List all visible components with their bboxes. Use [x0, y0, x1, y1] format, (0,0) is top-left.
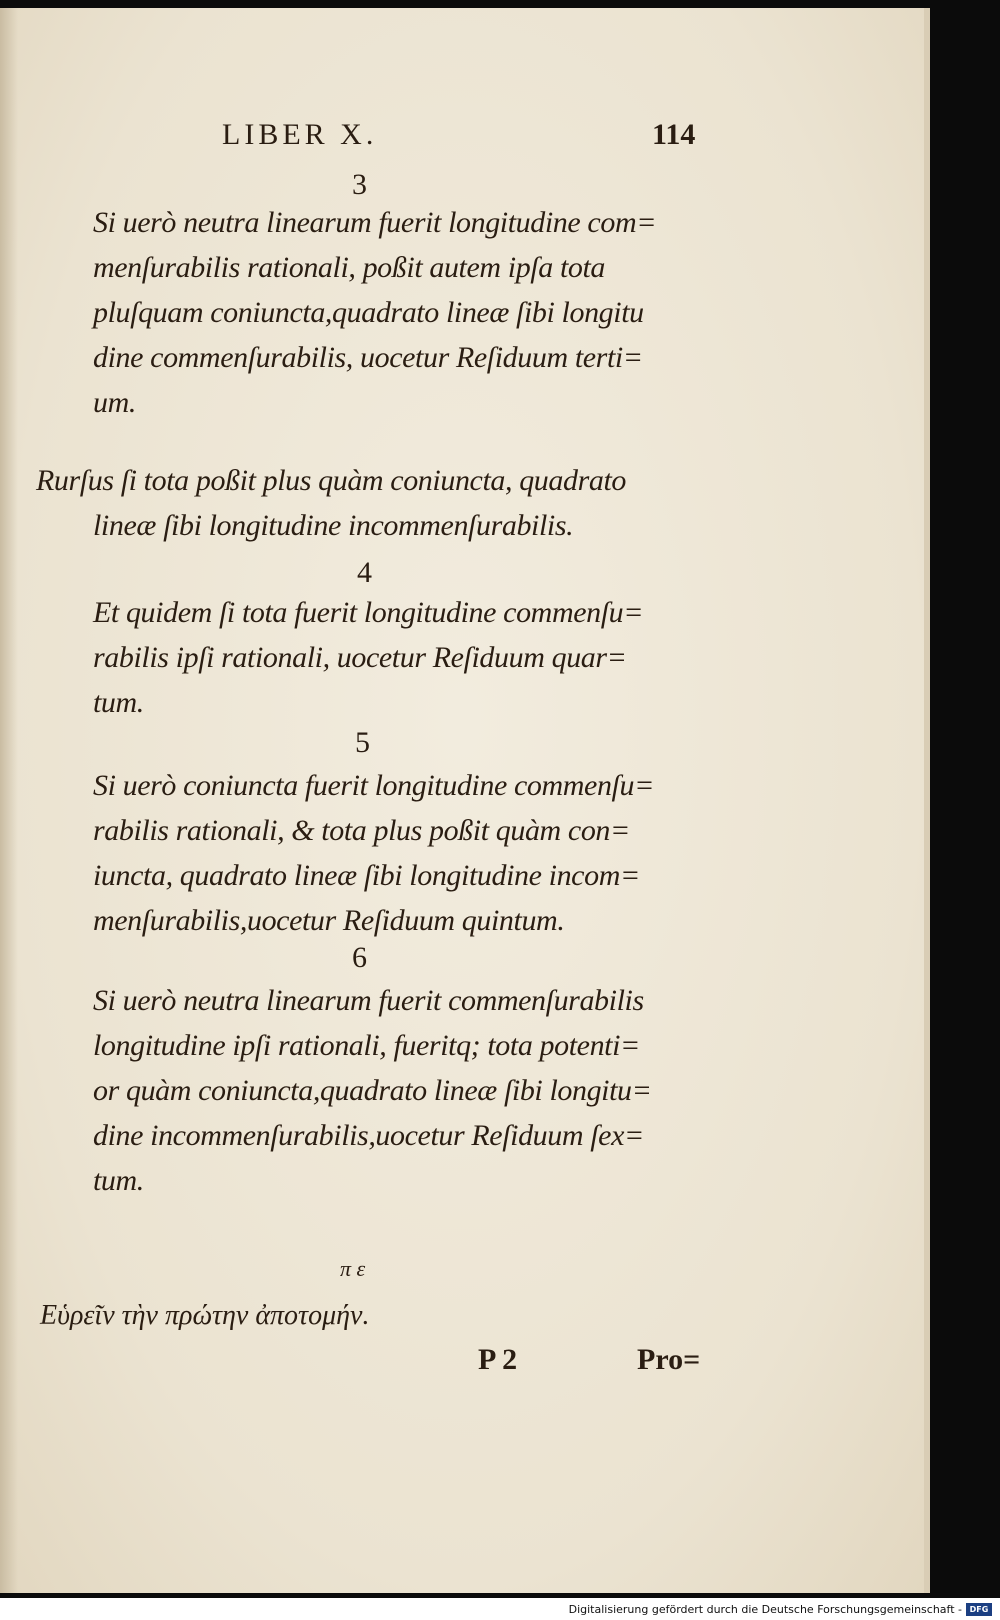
section-number: 3: [352, 168, 367, 201]
dfg-logo: DFG: [966, 1603, 992, 1616]
signature-mark: P 2: [478, 1343, 518, 1376]
page-header: [0, 118, 930, 158]
digitization-footer: [0, 1598, 1000, 1620]
book-page: [0, 8, 930, 1593]
text-line: lineæ ſibi longitudine incommenſurabilis.: [93, 509, 574, 542]
text-line: Si uerò neutra linearum fuerit longitudine com=: [93, 206, 657, 239]
paragraph-rursus: [36, 458, 716, 548]
paragraph-4: [93, 590, 713, 725]
catchword: Pro=: [637, 1343, 701, 1376]
section-number: 4: [357, 556, 372, 589]
text-line: rabilis rationali, & tota plus poßit quàm con=: [93, 814, 630, 847]
text-line: dine commenſurabilis, uocetur Reſiduum terti=: [93, 341, 643, 374]
text-line: Si uerò coniuncta fuerit longitudine commenſu=: [93, 769, 654, 802]
page-number: 114: [652, 118, 696, 151]
greek-proposition: Εὑρεῖν τὴν πρώτην ἀποτομήν.: [40, 1300, 370, 1331]
text-line: or quàm coniuncta,quadrato lineæ ſibi longitu=: [93, 1074, 652, 1107]
text-line: um.: [93, 386, 136, 419]
text-line: menſurabilis,uocetur Reſiduum quintum.: [93, 904, 565, 937]
text-line: rabilis ipſi rationali, uocetur Reſiduum quar=: [93, 641, 627, 674]
text-line: pluſquam coniuncta,quadrato lineæ ſibi longitu: [93, 296, 644, 329]
text-line: iuncta, quadrato lineæ ſibi longitudine incom=: [93, 859, 640, 892]
running-title: LIBER X.: [222, 118, 378, 151]
text-line: dine incommenſurabilis,uocetur Reſiduum ſex=: [93, 1119, 644, 1152]
text-line: tum.: [93, 686, 144, 719]
greek-proposition-number: π ε: [340, 1256, 366, 1281]
text-line: menſurabilis rationali, poßit autem ipſa tota: [93, 251, 606, 284]
section-number: 6: [352, 941, 367, 974]
paragraph-3: [93, 200, 713, 425]
text-line: longitudine ipſi rationali, fueritq; tota potenti=: [93, 1029, 640, 1062]
text-line: Rurſus ſi tota poßit plus quàm coniuncta, quadrato: [36, 464, 627, 497]
paragraph-6: [93, 978, 713, 1203]
funding-credit: Digitalisierung gefördert durch die Deutsche Forschungsgemeinschaft -: [568, 1603, 962, 1616]
text-line: Et quidem ſi tota fuerit longitudine commenſu=: [93, 596, 644, 629]
paragraph-5: [93, 763, 713, 943]
text-line: tum.: [93, 1164, 144, 1197]
text-line: Si uerò neutra linearum fuerit commenſurabilis: [93, 984, 644, 1017]
section-number: 5: [355, 726, 370, 759]
